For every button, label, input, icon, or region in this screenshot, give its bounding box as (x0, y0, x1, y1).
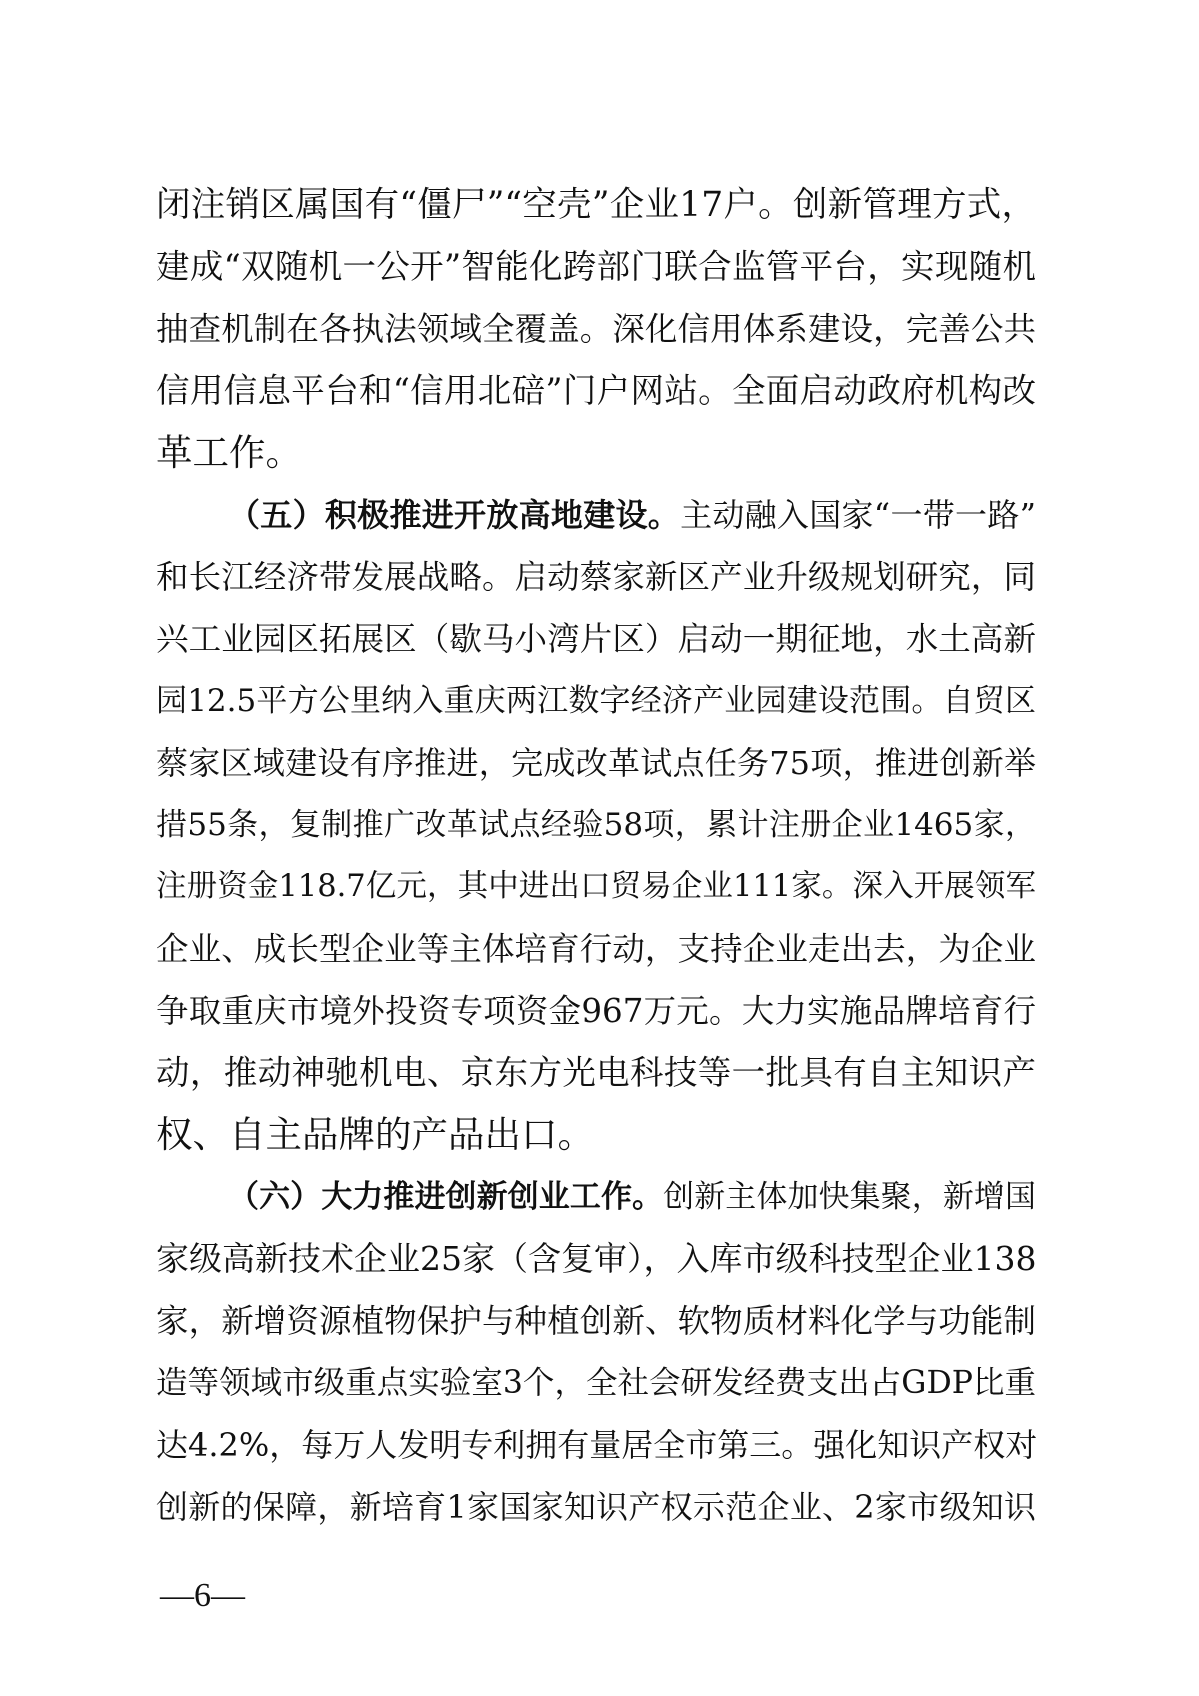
paragraph-first-line (228, 493, 1036, 537)
text-line: 园12.5平方公里纳入重庆两江数字经济产业园建设范围。自贸区 (156, 683, 1036, 719)
text-line: 争取重庆市境外投资专项资金967万元。大力实施品牌培育行 (156, 992, 1036, 1030)
section-heading: （五）积极推进开放高地建设。 (228, 496, 681, 534)
text-line: 信用信息平台和“信用北碚”门户网站。全面启动政府机构改 (156, 371, 1036, 410)
text-line: 和长江经济带发展战略。启动蔡家新区产业升级规划研究，同 (156, 558, 1036, 596)
text-line: 注册资金118.7亿元，其中进出口贸易企业111家。深入开展领军 (156, 869, 1036, 904)
text-line: 兴工业园区拓展区（歇马小湾片区）启动一期征地，水土高新 (156, 620, 1036, 658)
text-line: 抽查机制在各执法领域全覆盖。深化信用体系建设，完善公共 (156, 310, 1036, 348)
text-line: 家级高新技术企业25家（含复审），入库市级科技型企业138 (156, 1239, 1037, 1278)
text-line: 创新的保障，新培育1家国家知识产权示范企业、2家市级知识 (156, 1488, 1036, 1526)
section-heading: （六）大力推进创新创业工作。 (228, 1179, 664, 1215)
text-line: 达4.2%，每万人发明专利拥有量居全市第三。强化知识产权对 (156, 1426, 1038, 1464)
text-line: 家，新增资源植物保护与种植创新、软物质材料化学与功能制 (156, 1302, 1036, 1340)
page-number: —6— (160, 1577, 245, 1614)
text-line: 革工作。 (156, 431, 302, 474)
text-line: 造等领域市级重点实验室3个，全社会研发经费支出占GDP比重 (156, 1365, 1036, 1401)
text-line: 企业、成长型企业等主体培育行动，支持企业走出去，为企业 (156, 930, 1036, 968)
text-line: 闭注销区属国有“僵尸”“空壳”企业17户。创新管理方式， (156, 185, 1036, 225)
text-line: 措55条，复制推广改革试点经验58项，累计注册企业1465家， (156, 807, 1036, 843)
text-line: 权、自主品牌的产品出口。 (156, 1113, 594, 1156)
text-line: 建成“双随机一公开”智能化跨部门联合监管平台，实现随机 (156, 247, 1036, 286)
text-line: 动，推动神驰机电、京东方光电科技等一批具有自主知识产 (156, 1053, 1036, 1092)
text-span: 创新主体加快集聚，新增国 (663, 1179, 1037, 1215)
text-line: 蔡家区域建设有序推进，完成改革试点任务75项，推进创新举 (156, 744, 1036, 782)
paragraph-first-line (228, 1175, 1036, 1219)
text-span: 主动融入国家“一带一路” (680, 496, 1036, 534)
